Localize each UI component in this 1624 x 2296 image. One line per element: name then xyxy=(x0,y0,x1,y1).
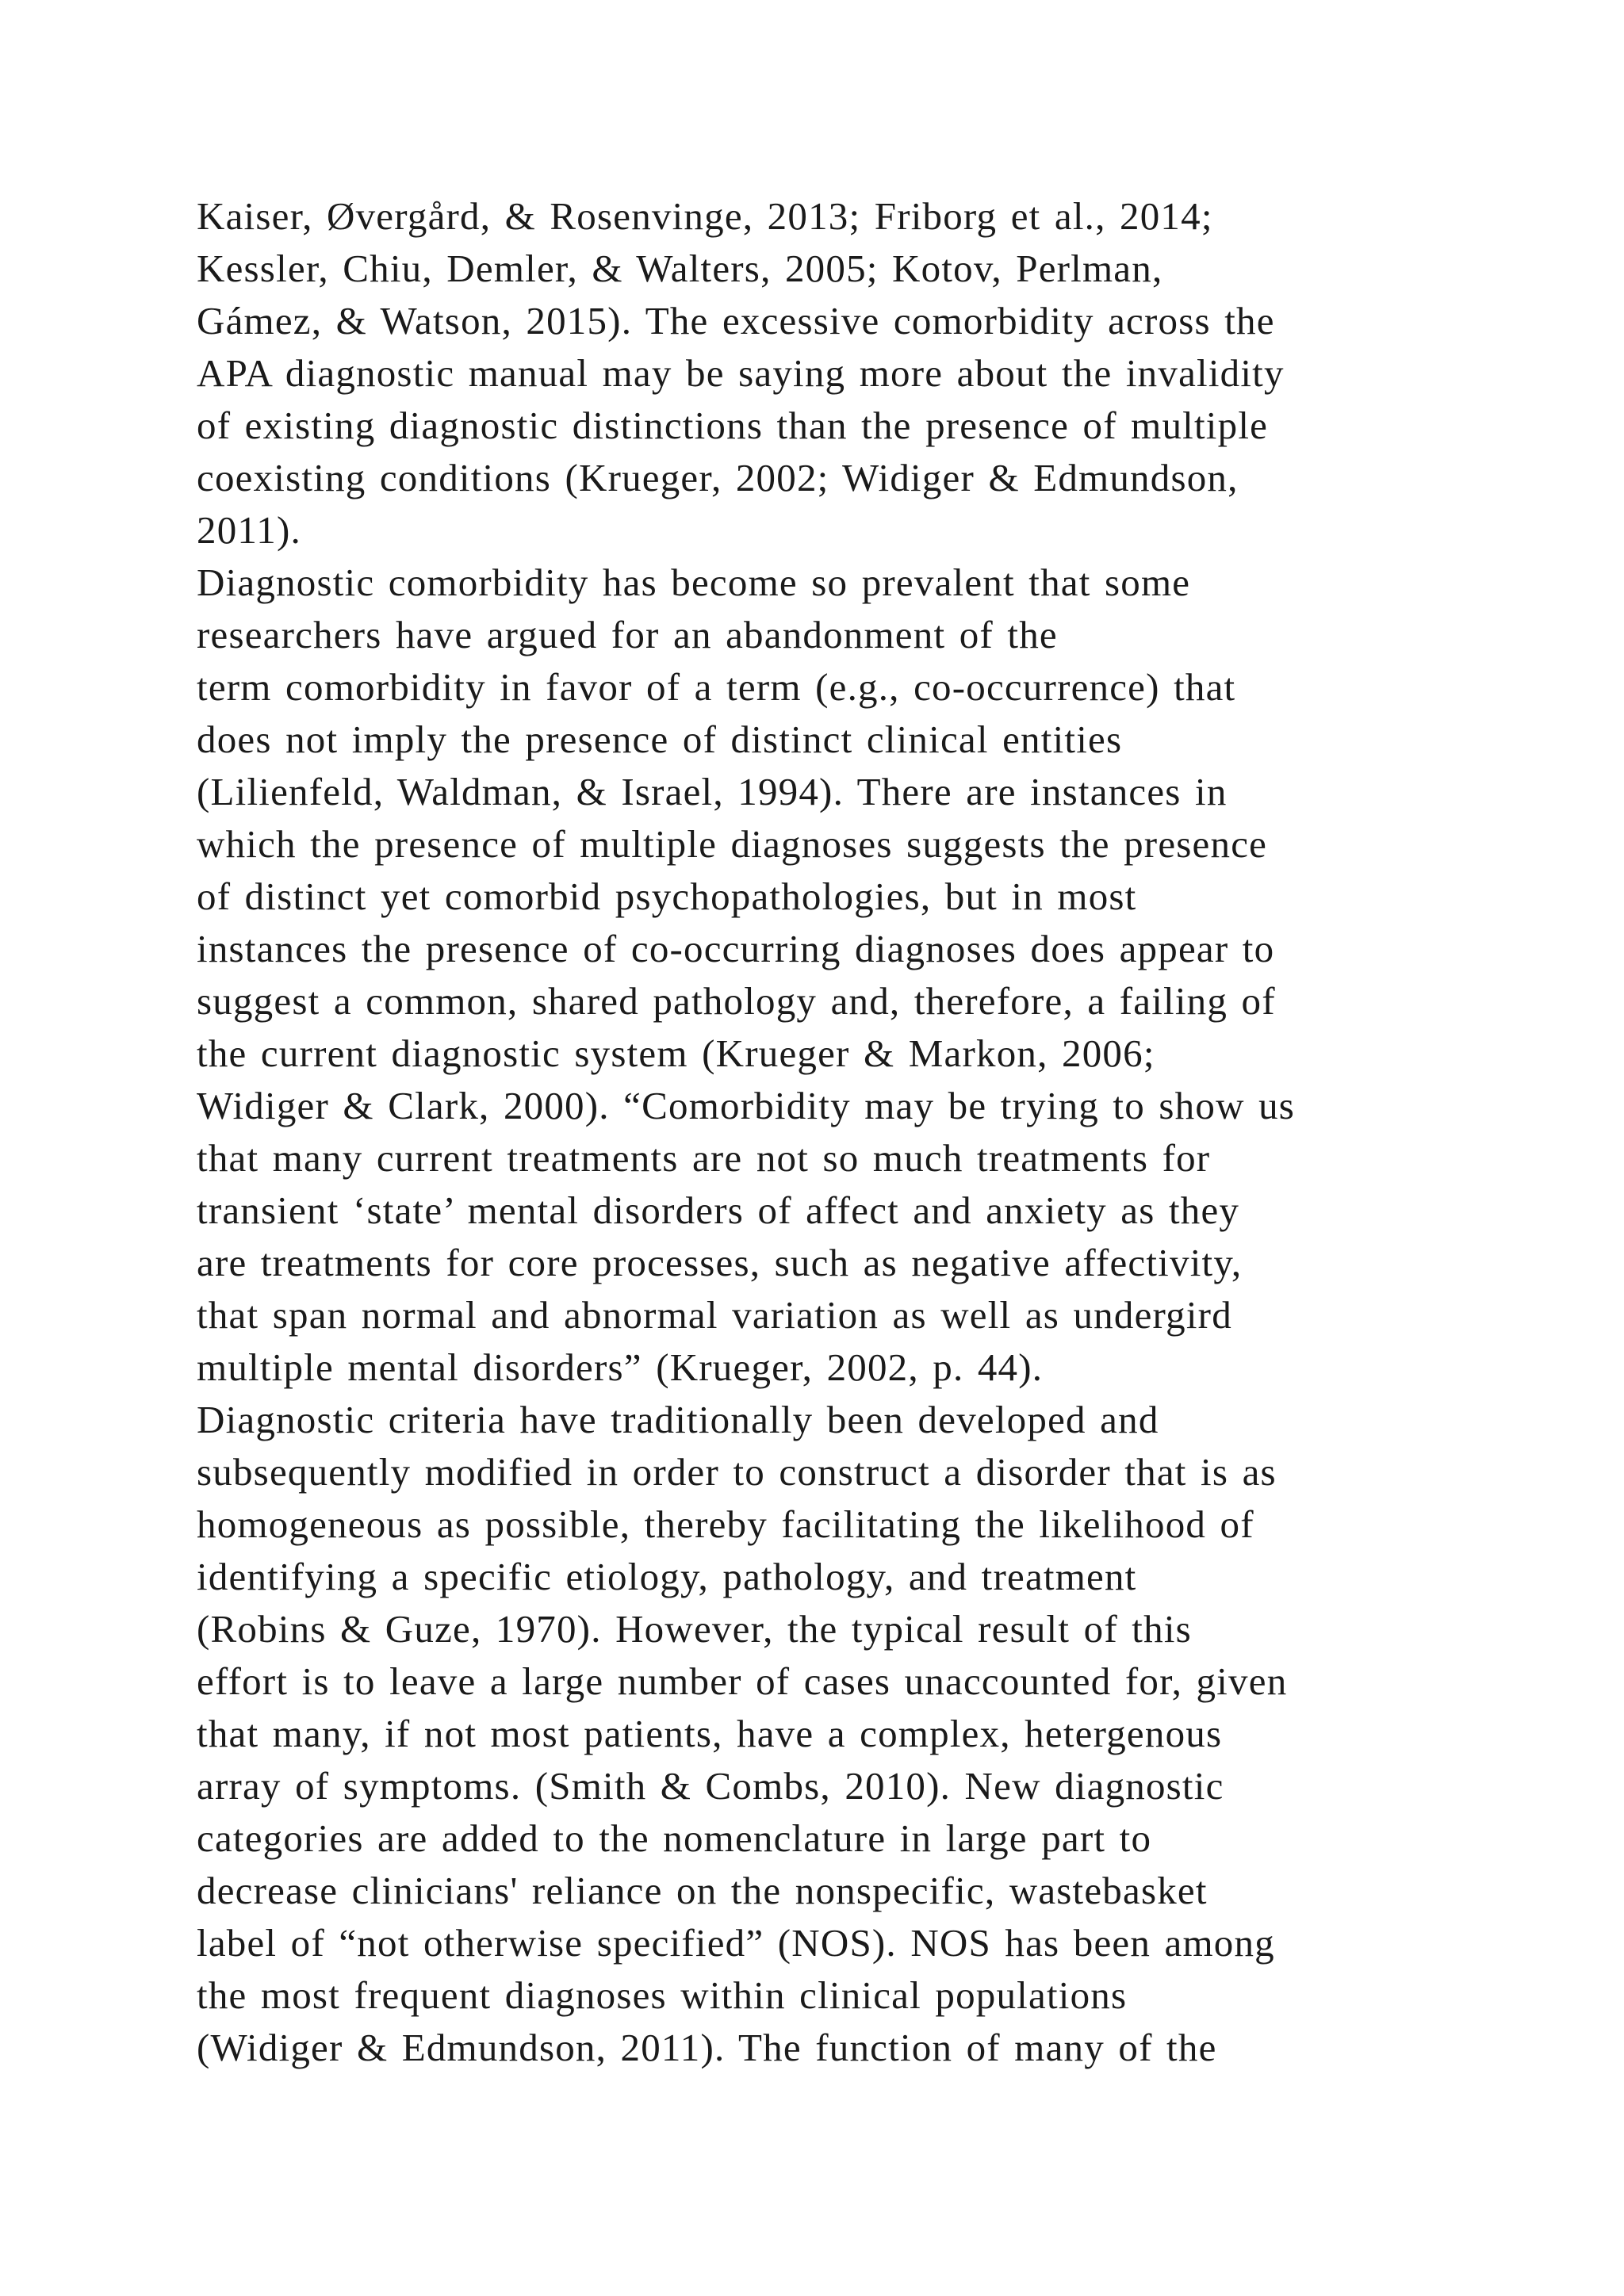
text-line: subsequently modified in order to construct a disorder that is as xyxy=(197,1450,1277,1494)
text-line: of existing diagnostic distinctions than the presence of multiple xyxy=(197,404,1269,447)
text-line: label of “not otherwise specified” (NOS). NOS has been among xyxy=(197,1921,1275,1965)
text-line: of distinct yet comorbid psychopathologies, but in most xyxy=(197,874,1137,918)
text-line: Diagnostic comorbidity has become so prevalent that some xyxy=(197,561,1191,604)
text-line: that span normal and abnormal variation as well as undergird xyxy=(197,1293,1232,1337)
text-line: (Robins & Guze, 1970). However, the typical result of this xyxy=(197,1607,1192,1651)
text-line: effort is to leave a large number of cases unaccounted for, given xyxy=(197,1659,1288,1703)
text-line: researchers have argued for an abandonment of the xyxy=(197,613,1058,656)
text-line: instances the presence of co-occurring diagnoses does appear to xyxy=(197,927,1275,970)
text-line: APA diagnostic manual may be saying more about the invalidity xyxy=(197,351,1285,395)
text-line: categories are added to the nomenclature in large part to xyxy=(197,1816,1152,1860)
text-line: identifying a specific etiology, pathology, and treatment xyxy=(197,1555,1137,1598)
text-line: term comorbidity in favor of a term (e.g., co-occurrence) that xyxy=(197,665,1236,709)
text-line: 2011). xyxy=(197,508,301,552)
text-line: does not imply the presence of distinct clinical entities xyxy=(197,718,1123,761)
text-line: which the presence of multiple diagnoses suggests the presence xyxy=(197,822,1268,866)
text-line: suggest a common, shared pathology and, therefore, a failing of xyxy=(197,979,1276,1023)
text-line: the current diagnostic system (Krueger & Markon, 2006; xyxy=(197,1031,1155,1075)
text-line: Widiger & Clark, 2000). “Comorbidity may be trying to show us xyxy=(197,1084,1296,1127)
text-line: Diagnostic criteria have traditionally been developed and xyxy=(197,1398,1159,1441)
text-line: that many current treatments are not so much treatments for xyxy=(197,1136,1211,1180)
text-line: Gámez, & Watson, 2015). The excessive comorbidity across the xyxy=(197,299,1275,342)
text-line: decrease clinicians' reliance on the nonspecific, wastebasket xyxy=(197,1869,1208,1912)
text-line: Kaiser, Øvergård, & Rosenvinge, 2013; Friborg et al., 2014; xyxy=(197,194,1213,238)
text-line: are treatments for core processes, such as negative affectivity, xyxy=(197,1241,1243,1284)
text-line: Kessler, Chiu, Demler, & Walters, 2005; Kotov, Perlman, xyxy=(197,247,1163,290)
text-line: array of symptoms. (Smith & Combs, 2010). New diagnostic xyxy=(197,1764,1224,1808)
text-line: (Widiger & Edmundson, 2011). The function of many of the xyxy=(197,2026,1217,2069)
text-line: multiple mental disorders” (Krueger, 2002, p. 44). xyxy=(197,1345,1044,1389)
text-line: homogeneous as possible, thereby facilitating the likelihood of xyxy=(197,1502,1254,1546)
text-line: the most frequent diagnoses within clinical populations xyxy=(197,1973,1128,2017)
body-text xyxy=(197,190,1465,2074)
text-line: coexisting conditions (Krueger, 2002; Widiger & Edmundson, xyxy=(197,456,1239,499)
text-line: (Lilienfeld, Waldman, & Israel, 1994). There are instances in xyxy=(197,770,1228,813)
text-line: that many, if not most patients, have a complex, hetergenous xyxy=(197,1712,1223,1755)
text-line: transient ‘state’ mental disorders of affect and anxiety as they xyxy=(197,1188,1240,1232)
